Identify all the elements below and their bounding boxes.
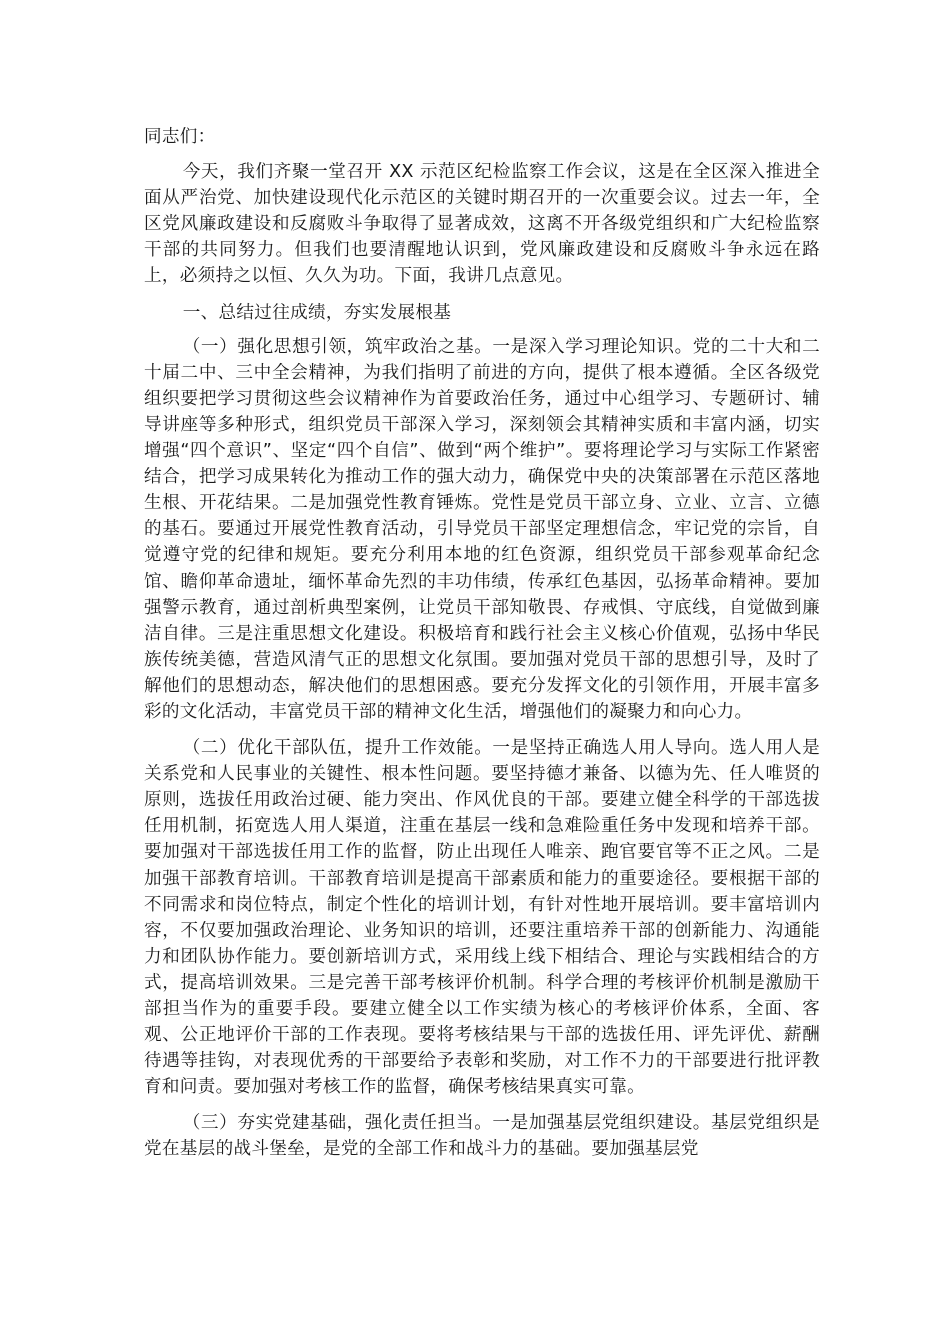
document-body [144,124,820,1163]
section-heading: 一、总结过往成绩，夯实发展根基 [182,302,452,323]
subsection-paragraph-1: （一）强化思想引领，筑牢政治之基。一是深入学习理论知识。党的二十大和二十届二中、三中全会精神，为我们指明了前进的方向，提供了根本遵循。全区各级党组织要把学习贯彻这些会议精神作为首要政治任务，通过中心组学习、专题研讨、辅导讲座等多种形式，组织党员干部深入学习，深刻领会其精神实质和丰富内涵，切实增强“四个意识”、坚定“四个自信”、做到“两个维护”。要将理论学习与实际工作紧密结合，把学习成果转化为推动工作的强大动力，确保党中央的决策部署在示范区落地生根、开花结果。二是加强党性教育锤炼。党性是党员干部立身、立业、立言、立德的基石。要通过开展党性教育活动，引导党员干部坚定理想信念，牢记党的宗旨，自觉遵守党的纪律和规矩。要充分利用本地的红色资源，组织党员干部参观革命纪念馆、瞻仰革命遗址，缅怀革命先烈的丰功伟绩，传承红色基因，弘扬革命精神。要加强警示教育，通过剖析典型案例，让党员干部知敬畏、存戒惧、守底线，自觉做到廉洁自律。三是注重思想文化建设。积极培育和践行社会主义核心价值观，弘扬中华民族传统美德，营造风清气正的思想文化氛围。要加强对党员干部的思想引导，及时了解他们的思想动态，解决他们的思想困惑。要充分发挥文化的引领作用，开展丰富多彩的文化活动，丰富党员干部的精神文化生活，增强他们的凝聚力和向心力。 [144,336,820,722]
intro-paragraph: 今天，我们齐聚一堂召开 XX 示范区纪检监察工作会议，这是在全区深入推进全面从严治党、加快建设现代化示范区的关键时期召开的一次重要会议。过去一年，全区党风廉政建设和反腐败斗争取得了显著成效，这离不开各级党组织和广大纪检监察干部的共同努力。但我们也要清醒地认识到，党风廉政建设和反腐败斗争永远在路上，必须持之以恒、久久为功。下面，我讲几点意见。 [144,162,820,287]
subsection-paragraph-3: （三）夯实党建基础，强化责任担当。一是加强基层党组织建设。基层党组织是党在基层的战斗堡垒，是党的全部工作和战斗力的基础。要加强基层党 [144,1113,820,1160]
salutation: 同志们： [144,127,216,147]
subsection-paragraph-2: （二）优化干部队伍，提升工作效能。一是坚持正确选人用人导向。选人用人是关系党和人民事业的关键性、根本性问题。要坚持德才兼备、以德为先、任人唯贤的原则，选拔任用政治过硬、能力突出、作风优良的干部。要建立健全科学的干部选拔任用机制，拓宽选人用人渠道，注重在基层一线和急难险重任务中发现和培养干部。要加强对干部选拔任用工作的监督，防止出现任人唯亲、跑官要官等不正之风。二是加强干部教育培训。干部教育培训是提高干部素质和能力的重要途径。要根据干部的不同需求和岗位特点，制定个性化的培训计划，有针对性地开展培训。要丰富培训内容，不仅要加强政治理论、业务知识的培训，还要注重培养干部的创新能力、沟通能力和团队协作能力。要创新培训方式，采用线上线下相结合、理论与实践相结合的方式，提高培训效果。三是完善干部考核评价机制。科学合理的考核评价机制是激励干部担当作为的重要手段。要建立健全以工作实绩为核心的考核评价体系，全面、客观、公正地评价干部的工作表现。要将考核结果与干部的选拔任用、评先评优、薪酬待遇等挂钩，对表现优秀的干部要给予表彰和奖励，对工作不力的干部要进行批评教育和问责。要加强对考核工作的监督，确保考核结果真实可靠。 [144,738,820,1098]
